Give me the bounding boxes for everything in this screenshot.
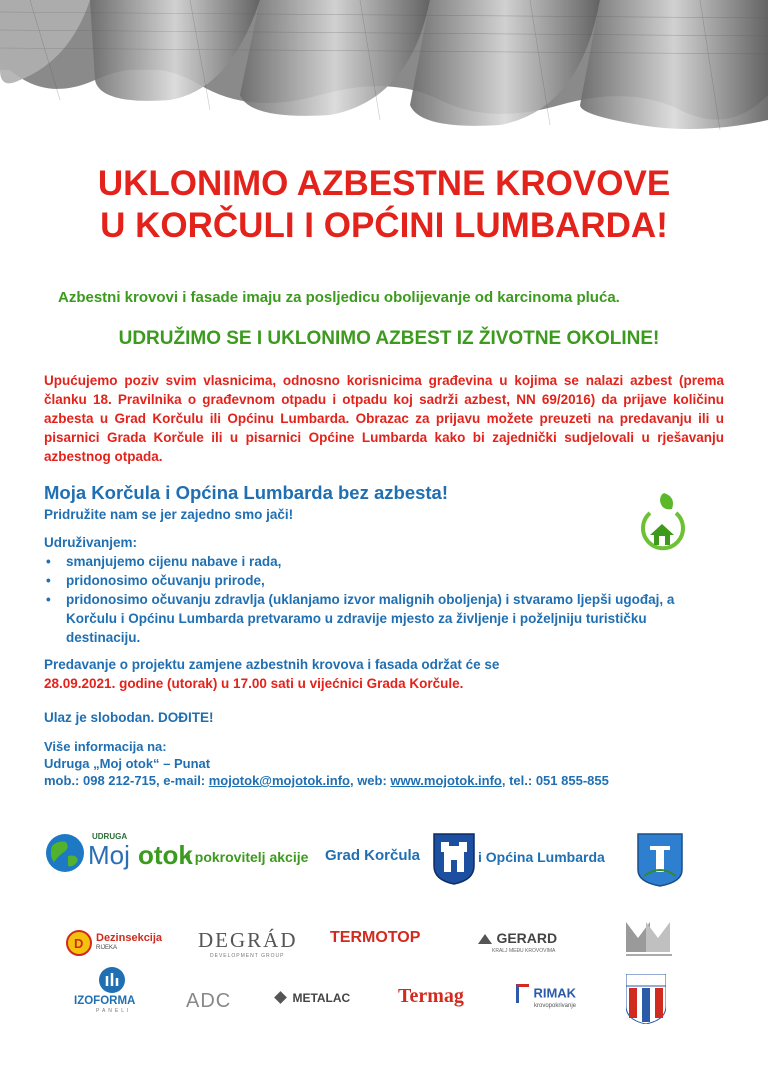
gerard-logo [478, 930, 578, 958]
izoforma-icon [98, 966, 126, 994]
dezinsekcija-icon [66, 930, 92, 956]
izoforma-text: IZOFORMA [74, 995, 136, 1007]
section-subheading: Pridružite nam se jer zajedno smo jači! [44, 507, 294, 522]
slogan: UDRUŽIMO SE I UKLONIMO AZBEST IZ ŽIVOTNE OKOLINE! [118, 328, 660, 349]
lecture-line-2: 28.09.2021. godine (utorak) u 17.00 sati u vijećnici Grada Korčule. [44, 676, 464, 691]
dezinsekcija-logo [66, 928, 176, 958]
coat-of-arms-small [626, 974, 666, 1024]
lumbarda-coat-of-arms [636, 832, 684, 888]
info-web-label: , web: [349, 773, 391, 788]
metalac-diamond-icon [274, 991, 287, 1004]
info-label: Više informacija na: [44, 739, 167, 754]
title-line-1: UKLONIMO AZBESTNE KROVOVE [97, 164, 671, 203]
email-link[interactable]: mojotok@mojotok.info [208, 773, 350, 788]
otok-text: otok [138, 840, 193, 870]
degrad-logo [198, 928, 298, 960]
info-block [44, 738, 609, 789]
sponsor-text-2: i Općina Lumbarda [478, 849, 605, 865]
rijeka-text: RIJEKA [96, 945, 118, 951]
benefits-label: Udruživanjem: [44, 535, 138, 550]
title-line-2: U KORČULI I OPĆINI LUMBARDA! [100, 206, 668, 245]
info-mob: mob.: 098 212-715, e-mail: [44, 773, 209, 788]
list-item: • pridonosimo očuvanju zdravlja (uklanjamo izvor malignih oboljenja) i stvaramo ljepši ugođaj, a Korčulu i Općinu Lumbarda pretvaramo u zdravije mjesto za življenje i poželjniju turističku destinaciju. [44, 590, 716, 647]
korcula-coat-of-arms [432, 832, 476, 886]
rimak-sub: krovopokrivanje [534, 1003, 577, 1009]
rimak-roof-icon [516, 984, 529, 1003]
gerard-sub: KRALJ MEĐU KROVOVIMA [492, 948, 556, 954]
gerard-triangle-icon [478, 934, 492, 944]
rimak-text: RIMAK [533, 985, 577, 1001]
degrad-text: DEGRÁD [198, 928, 298, 952]
svg-text:D: D [74, 936, 84, 951]
degrad-sub: DEVELOPMENT GROUP [210, 953, 285, 959]
sponsor-grad: Grad Korčula [325, 847, 421, 864]
adc-text: ADC [186, 990, 232, 1012]
sponsor-text-1: i pokrovitelj akcije [187, 849, 309, 865]
list-item: • smanjujemo cijenu nabave i rada, [44, 552, 716, 571]
info-contacts [44, 772, 609, 789]
web-link[interactable]: www.mojotok.info [390, 773, 502, 788]
invitation-text: Upućujemo poziv svim vlasnicima, odnosno korisnicima građevina u kojima se nalazi azbest (prema članku 18. Pravilnika o građevnom otpadu i otpadu koj sadrži azbest, NN 69/2016) da prijave količinu azbesta u Grad Korčulu ili Općinu Lumbarda. Obrazac za prijavu možete preuzeti na predavanju ili u pisarnici Grada Korčule ili u pisarnici Općine Lumbarda kako bi zajednički sudjelovali u rješavanju azbestnog otpada. [44, 373, 724, 464]
entry-text: Ulaz je slobodan. DOĐITE! [44, 710, 214, 725]
lecture-line-1: Predavanje o projektu zamjene azbestnih krovova i fasada održat će se [44, 657, 500, 672]
intro-text: Azbestni krovovi i fasade imaju za posljedicu obolijevanje od karcinoma pluća. [58, 289, 620, 306]
page-title [0, 163, 768, 247]
info-org: Udruga „Moj otok“ – Punat [44, 756, 211, 771]
moj-otok-logo [44, 830, 193, 876]
globe-icon [44, 832, 86, 874]
izoforma-sub: PANELI [96, 1008, 132, 1014]
benefits-list [44, 552, 716, 647]
izoforma-logo [74, 966, 154, 1014]
info-tel: , tel.: 051 855-855 [501, 773, 609, 788]
rimak-logo [516, 984, 596, 1014]
roof-banner-image [0, 0, 768, 135]
dezinsekcija-text: Dezinsekcija [96, 932, 163, 944]
termag-text: Termag [398, 985, 464, 1007]
metalac-text: METALAC [292, 991, 351, 1005]
list-item: • pridonosimo očuvanju prirode, [44, 571, 716, 590]
gerard-text: GERARD [496, 930, 558, 946]
moj-text: Moj [88, 840, 130, 870]
termotop-text: TERMOTOP [330, 929, 421, 946]
udruga-label: UDRUGA [92, 832, 128, 841]
adc-logo [186, 990, 246, 1014]
metal-logo [624, 918, 674, 960]
termotop-logo [330, 929, 440, 959]
eco-house-icon [636, 491, 688, 557]
section-heading: Moja Korčula i Općina Lumbarda bez azbesta! [44, 482, 449, 503]
metalac-logo [276, 989, 376, 1011]
termag-logo [398, 985, 478, 1011]
